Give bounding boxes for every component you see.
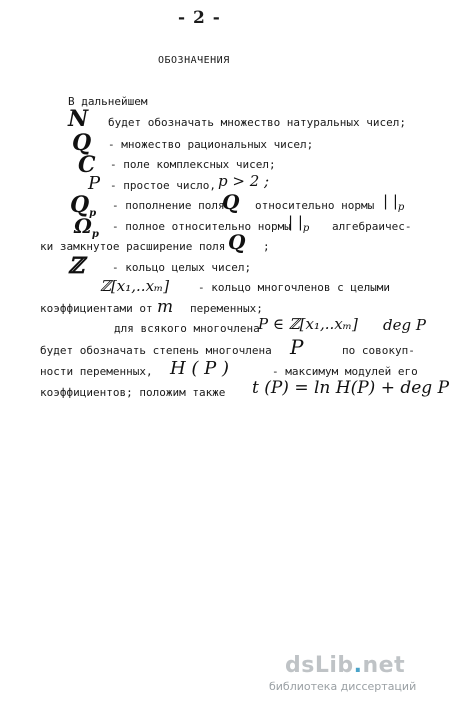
definition-Z-poly: - кольцо многочленов с целыми bbox=[198, 281, 391, 294]
definition-deg-end: по совокуп- bbox=[342, 344, 415, 357]
symbol-Z-poly: ℤ[x₁,..xₘ] bbox=[100, 277, 170, 295]
expr-H-P: H ( P ) bbox=[170, 358, 230, 379]
symbol-N: N bbox=[68, 106, 89, 132]
definition-Z: - кольцо целых чисел; bbox=[112, 261, 252, 274]
definition-Omega-cont: ки замкнутое расширение поля bbox=[40, 240, 226, 253]
symbol-Z: ℤ bbox=[68, 253, 85, 279]
watermark-subtitle: библиотека диссертаций bbox=[269, 680, 417, 693]
page-number: - 2 - bbox=[178, 8, 221, 28]
definition-deg-cont: будет обозначать степень многочлена bbox=[40, 344, 272, 357]
symbol-P: P bbox=[88, 173, 101, 194]
symbol-Omega-p: $\Omega_p$ bbox=[74, 214, 99, 240]
definition-Z-poly-cont: коэффициентами от bbox=[40, 302, 153, 315]
symbol-m: m bbox=[157, 297, 174, 317]
watermark-logo: dsLib.net bbox=[285, 653, 406, 678]
definition-Q: - множество рациональных чисел; bbox=[108, 138, 314, 151]
definition-height-2: - максимум модулей его bbox=[272, 365, 418, 378]
expr-P-in-Z: P ∈ ℤ[x₁,..xₘ] bbox=[258, 315, 358, 333]
definition-Qp-norm: относительно нормы bbox=[255, 199, 375, 212]
symbol-Q: Q bbox=[72, 130, 92, 156]
norm-p: | $|_p$ bbox=[383, 192, 405, 213]
intro-text: В дальнейшем bbox=[68, 95, 148, 108]
formula-t-P: t (P) = ln H(P) + deg P bbox=[252, 378, 450, 398]
symbol-Qp: $Q_p$ bbox=[70, 192, 97, 219]
watermark bbox=[269, 653, 417, 693]
symbol-C: C bbox=[78, 152, 96, 178]
definition-C: - поле комплексных чисел; bbox=[110, 158, 276, 171]
symbol-Q-inline: Q bbox=[222, 190, 240, 214]
norm-p-2: | $|_p$ bbox=[288, 213, 310, 234]
definition-Z-poly-end: переменных; bbox=[190, 302, 263, 315]
expr-degP: deg P bbox=[383, 316, 426, 334]
definition-Omega-end: ; bbox=[263, 240, 270, 253]
condition-p-gt-2: p > 2 ; bbox=[218, 172, 270, 190]
symbol-P-inline: P bbox=[290, 335, 304, 359]
definition-N: будет обозначать множество натуральных чисел; bbox=[108, 116, 407, 129]
definition-Qp: - пополнение поля bbox=[112, 199, 225, 212]
definition-t: коэффициентов; положим также bbox=[40, 386, 226, 399]
definition-P: - простое число, bbox=[110, 179, 216, 192]
definition-Omega-2: алгебраичес- bbox=[332, 220, 412, 233]
definition-Omega: - полное относительно нормы bbox=[112, 220, 291, 233]
section-heading: ОБОЗНАЧЕНИЯ bbox=[158, 55, 230, 66]
symbol-Q-inline-2: Q bbox=[228, 230, 246, 254]
definition-height: ности переменных, bbox=[40, 365, 153, 378]
definition-deg: для всякого многочлена bbox=[114, 322, 260, 335]
